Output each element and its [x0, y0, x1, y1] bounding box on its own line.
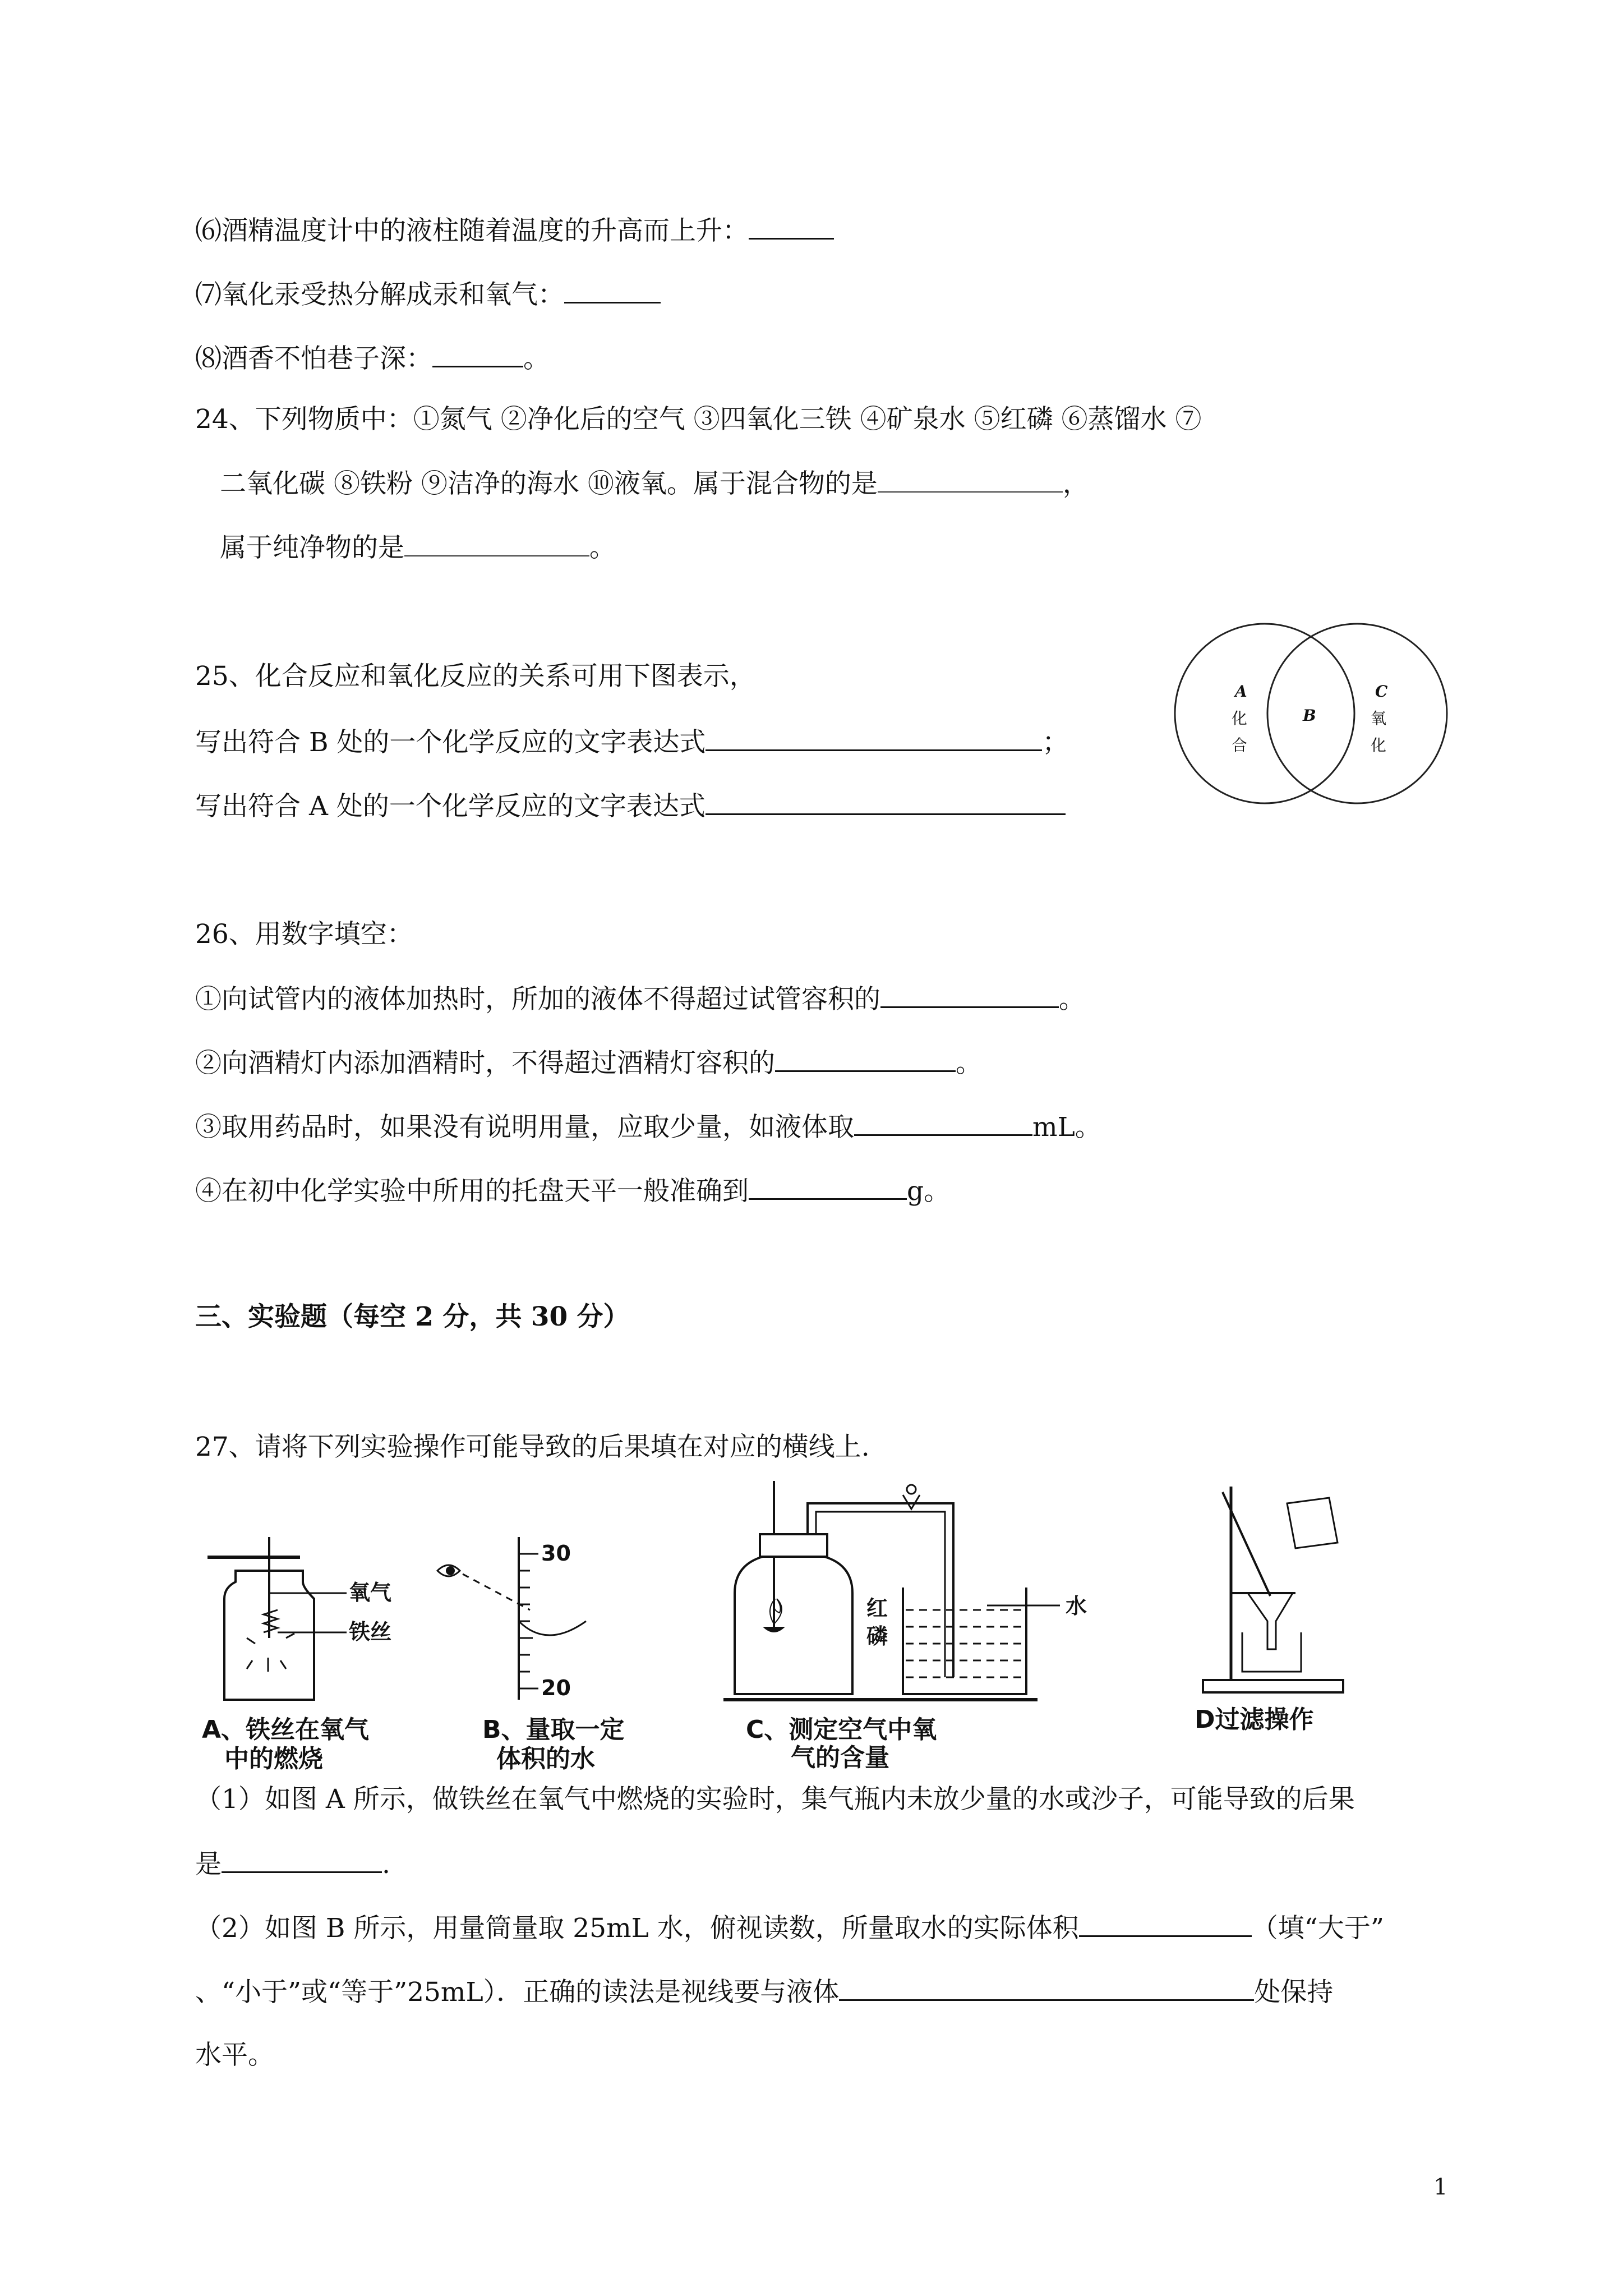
q26-item-1 — [195, 982, 1085, 1016]
venn-diagram — [1166, 634, 1447, 802]
q26-item-2-end: 。 — [956, 1048, 982, 1079]
receiving-beaker — [1242, 1632, 1301, 1672]
volume-answer-blank[interactable] — [1079, 1911, 1252, 1937]
label-iron-wire: 铁丝 — [349, 1619, 392, 1644]
q26-title — [195, 918, 413, 951]
q26-item-4-text: ④在初中化学实验中所用的托盘天平一般准确到 — [195, 1176, 749, 1207]
venn-label-a-text2: 合 — [1232, 736, 1248, 754]
label-water: 水 — [1066, 1594, 1087, 1618]
scale-ticks — [519, 1554, 538, 1688]
q27-title — [195, 1430, 870, 1464]
figure-a-caption-1: A、铁丝在氧气 — [202, 1715, 370, 1744]
q25-line-2-end: ； — [1042, 727, 1069, 758]
answer-blank[interactable] — [222, 1847, 382, 1873]
q27-sub1-line-1 — [195, 1783, 1355, 1816]
q23-item-7 — [195, 277, 661, 312]
venn-label-c-text2: 化 — [1371, 736, 1387, 754]
q25-a-prompt: 写出符合 A 处的一个化学反应的文字表达式 — [195, 791, 706, 822]
meniscus — [519, 1621, 586, 1635]
q27-sub2-line-1-pre: （2）如图 B 所示，用量筒量取 25mL 水，俯视读数，所量取水的实际体积 — [195, 1913, 1079, 1944]
q27-sub2-line-1-post: （填“大于” — [1251, 1913, 1384, 1944]
venn-circle-a — [1175, 624, 1354, 803]
tick-label-30: 30 — [541, 1541, 571, 1566]
a-reaction-blank[interactable] — [706, 789, 1066, 815]
q27-sub2-line-2-post: 处保持 — [1254, 1977, 1334, 2008]
figure-b-graduated-cylinder — [435, 1537, 625, 1778]
q26-item-4-end: g。 — [907, 1176, 951, 1207]
pure-answer-blank[interactable] — [404, 531, 589, 556]
delivery-tube — [808, 1503, 953, 1677]
q26-item-2-text: ②向酒精灯内添加酒精时，不得超过酒精灯容积的 — [195, 1048, 775, 1079]
q23-item-7-text: ⑺氧化汞受热分解成汞和氧气： — [195, 279, 564, 310]
answer-blank[interactable] — [432, 341, 523, 367]
q27-sub1-text: （1）如图 A 所示，做铁丝在氧气中燃烧的实验时，集气瓶内未放少量的水或沙子，可能导致的后果 — [195, 1784, 1355, 1815]
q23-item-8-text: ⑻酒香不怕巷子深： — [195, 343, 432, 374]
q23-item-8-end: 。 — [523, 343, 550, 374]
figure-c-oxygen-content — [723, 1481, 1150, 1778]
q27-sub1-line-2-post: . — [382, 1849, 390, 1880]
q26-item-1-end: 。 — [1059, 984, 1085, 1015]
q24-pure-prompt: 属于纯净物的是 — [220, 532, 404, 563]
q26-item-1-text: ①向试管内的液体加热时，所加的液体不得超过试管容积的 — [195, 984, 880, 1015]
q24-line-2 — [220, 467, 1089, 501]
b-reaction-blank[interactable] — [706, 725, 1042, 751]
q25-stem: 25、化合反应和氧化反应的关系可用下图表示， — [195, 661, 756, 692]
figure-c-caption-2: 气的含量 — [791, 1743, 889, 1772]
q27-sub2-line-2-pre: 、“小于”或“等于”25mL）．正确的读法是视线要与液体 — [195, 1977, 840, 2008]
q27-sub1-line-2-pre: 是 — [195, 1849, 222, 1880]
q24-line-2-end: ， — [1062, 468, 1089, 499]
q24-stem: 24、下列物质中：①氮气 ②净化后的空气 ③四氧化三铁 ④矿泉水 ⑤红磷 ⑥蒸馏水 ⑦ — [195, 404, 1202, 435]
q27-sub2-line-2 — [195, 1975, 1333, 2009]
label-oxygen: 氧气 — [349, 1580, 392, 1605]
wire-coil — [264, 1610, 278, 1632]
q26-item-3-end: mL。 — [1032, 1112, 1101, 1143]
label-red: 红 — [866, 1596, 888, 1621]
q23-item-8 — [195, 341, 550, 376]
venn-circle-c — [1267, 624, 1447, 803]
figure-d-caption: D过滤操作 — [1195, 1705, 1314, 1734]
section-3-title — [195, 1300, 630, 1334]
figure-a-caption-2: 中的燃烧 — [224, 1745, 323, 1773]
stopper — [760, 1534, 827, 1557]
q26-item-3-text: ③取用药品时，如果没有说明用量，应取少量，如液体取 — [195, 1112, 854, 1143]
answer-blank[interactable] — [564, 277, 661, 303]
figure-b-caption-1: B、量取一定 — [482, 1715, 625, 1744]
figure-c-caption-1: C、测定空气中氧 — [746, 1715, 937, 1744]
spoon — [763, 1627, 785, 1632]
answer-blank[interactable] — [880, 982, 1059, 1008]
q25-line-3 — [195, 789, 1066, 823]
q24-line-3-end: 。 — [589, 532, 616, 563]
q23-item-6 — [195, 213, 834, 248]
gas-jar — [735, 1557, 852, 1694]
page-number: 1 — [1433, 2174, 1448, 2200]
q26-item-2 — [195, 1046, 982, 1080]
venn-label-b: B — [1303, 706, 1316, 725]
figure-b-caption-2: 体积的水 — [496, 1745, 595, 1773]
eye-icon — [437, 1565, 460, 1576]
section-3-title-text: 三、实验题（每空 2 分，共 30 分） — [195, 1301, 630, 1332]
label-phosphorus: 磷 — [866, 1624, 888, 1649]
stand-base — [1203, 1680, 1343, 1692]
q26-item-4 — [195, 1174, 950, 1208]
q27-title-text: 27、请将下列实验操作可能导致的后果填在对应的横线上. — [195, 1432, 870, 1462]
venn-label-a: A — [1235, 682, 1247, 701]
venn-label-a-text1: 化 — [1232, 709, 1248, 728]
figure-a-iron-combustion — [202, 1537, 460, 1778]
venn-label-c: C — [1375, 682, 1388, 701]
q24-line-1 — [195, 403, 1201, 436]
q27-sub2-line-3-text: 水平。 — [195, 2040, 274, 2070]
mixture-answer-blank[interactable] — [878, 467, 1063, 493]
q24-mixture-prompt: 二氧化碳 ⑧铁粉 ⑨洁净的海水 ⑩液氧。属于混合物的是 — [220, 468, 878, 499]
reading-answer-blank[interactable] — [839, 1975, 1254, 2001]
q27-sub2-line-3 — [195, 2039, 274, 2072]
q23-item-6-text: ⑹酒精温度计中的液柱随着温度的升高而上升： — [195, 215, 749, 246]
tick-label-20: 20 — [541, 1676, 571, 1700]
water-surface — [906, 1610, 1023, 1677]
q27-sub1-line-2 — [195, 1847, 390, 1881]
venn-label-c-text1: 氧 — [1371, 709, 1387, 728]
figure-d-filtration — [1189, 1481, 1357, 1745]
q26-title-text: 26、用数字填空： — [195, 919, 413, 950]
answer-blank[interactable] — [775, 1046, 956, 1072]
q24-line-3 — [220, 531, 616, 565]
answer-blank[interactable] — [749, 1174, 907, 1200]
flame — [770, 1599, 782, 1624]
spark-lines — [247, 1634, 294, 1672]
q25-line-2 — [195, 725, 1068, 760]
pouring-beaker — [1287, 1498, 1338, 1548]
answer-blank[interactable] — [749, 213, 834, 240]
clamp-icon — [903, 1485, 920, 1509]
delivery-tube-inner — [816, 1512, 945, 1677]
answer-blank[interactable] — [854, 1110, 1032, 1136]
q25-line-1 — [195, 660, 756, 693]
q25-b-prompt: 写出符合 B 处的一个化学反应的文字表达式 — [195, 727, 706, 758]
funnel — [1248, 1593, 1293, 1649]
q26-item-3 — [195, 1110, 1101, 1144]
q27-sub2-line-1 — [195, 1911, 1384, 1945]
